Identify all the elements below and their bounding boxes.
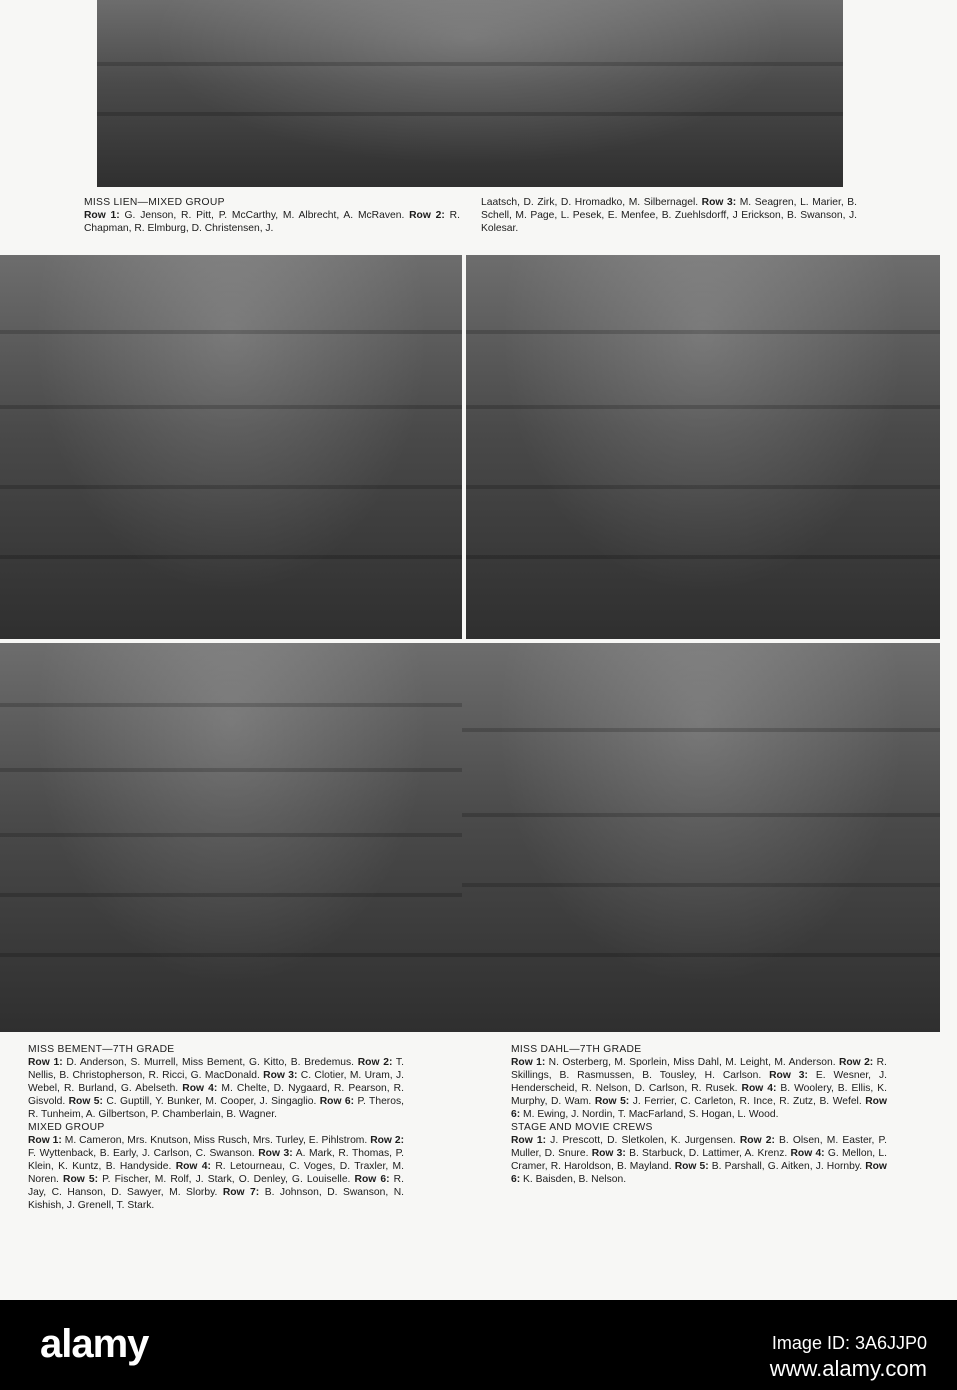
- image-id-label: Image ID: 3A6JJP0: [771, 1333, 927, 1353]
- caption-miss-dahl: MISS DAHL—7TH GRADE Row 1: N. Osterberg, M. Sporlein, Miss Dahl, M. Leight, M. Anderson. Row 2: R. Skillings, B. Rasmussen, B. Tousley, H. Carlson. Row 3: E. Wesner, J. Henderscheid, R. Nelson, D. Carlson, R. Rusek. Row 4: B. Woolery, B. Ellis, K. Murphy, D. Wam. Row 5: J. Ferrier, C. Carleton, R. Ince, R. Zutz, B. Wefel. Row 6: M. Ewing, J. Nordin, T. MacFarland, S. Hogan, L. Wood. STAGE AND MOVIE CREWS Row 1: J. Prescott, D. Sletkolen, K. Jurgensen. Row 2: B. Olsen, M. Easter, P. Muller, D. Snure. Row 3: B. Starbuck, D. Lattimer, A. Krenz. Row 4: G. Mellon, L. Cramer, R. Haroldson, B. Mayland. Row 5: B. Parshall, G. Aitken, J. Hornby. Row 6: K. Baisden, B. Nelson.: [511, 1044, 887, 1185]
- caption-miss-lien-right: Laatsch, D. Zirk, D. Hromadko, M. Silbernagel. Row 3: M. Seagren, L. Marier, B. Schell, M. Page, L. Pesek, E. Menfee, B. Zuehlsdorff, J Erickson, B. Swanson, J. Kolesar.: [481, 197, 857, 234]
- caption-title-stage-crews: STAGE AND MOVIE CREWS: [511, 1122, 653, 1133]
- caption-title-miss-dahl: MISS DAHL—7TH GRADE: [511, 1044, 642, 1055]
- photo-miss-bement-class: [0, 643, 462, 1032]
- photo-miss-lien-group: [97, 0, 843, 187]
- photo-miss-dahl-class: [466, 255, 940, 639]
- footer-info: [770, 1330, 927, 1382]
- photo-mixed-group-middle-left: [0, 255, 462, 639]
- caption-miss-lien-left: MISS LIEN—MIXED GROUP Row 1: G. Jenson, R. Pitt, P. McCarthy, M. Albrecht, A. McRaven. Row 2: R. Chapman, R. Elmburg, D. Christensen, J.: [84, 197, 460, 234]
- alamy-logo: alamy: [40, 1322, 149, 1366]
- caption-miss-bement: MISS BEMENT—7TH GRADE Row 1: D. Anderson, S. Murrell, Miss Bement, G. Kitto, B. Bredemus. Row 2: T. Nellis, B. Christopherson, R. Ricci, G. MacDonald. Row 3: C. Clotier, M. Uram, J. Webel, R. Burland, G. Abelseth. Row 4: M. Chelte, D. Nygaard, R. Pearson, R. Gisvold. Row 5: C. Guptill, Y. Bunker, M. Cooper, J. Singaglio. Row 6: P. Theros, R. Tunheim, A. Gilbertson, P. Chamberlain, B. Wagner. MIXED GROUP Row 1: M. Cameron, Mrs. Knutson, Miss Rusch, Mrs. Turley, E. Pihlstrom. Row 2: F. Wyttenback, B. Early, J. Carlson, C. Swanson. Row 3: A. Mark, R. Thomas, P. Klein, K. Kuntz, B. Handyside. Row 4: R. Letourneau, C. Voges, D. Traxler, M. Noren. Row 5: P. Fischer, M. Rolf, J. Stark, O. Denley, G. Louiselle. Row 6: R. Jay, C. Hanson, D. Sawyer, M. Slorby. Row 7: B. Johnson, D. Swanson, N. Kishish, J. Grenell, T. Stark.: [28, 1044, 405, 1211]
- caption-title-miss-lien: MISS LIEN—MIXED GROUP: [84, 197, 225, 208]
- site-url: www.alamy.com: [769, 1356, 927, 1381]
- photo-stage-movie-crews: [462, 643, 940, 1032]
- caption-title-mixed-group: MIXED GROUP: [28, 1122, 105, 1133]
- caption-title-miss-bement: MISS BEMENT—7TH GRADE: [28, 1044, 175, 1055]
- stock-footer-bar: [0, 1300, 957, 1390]
